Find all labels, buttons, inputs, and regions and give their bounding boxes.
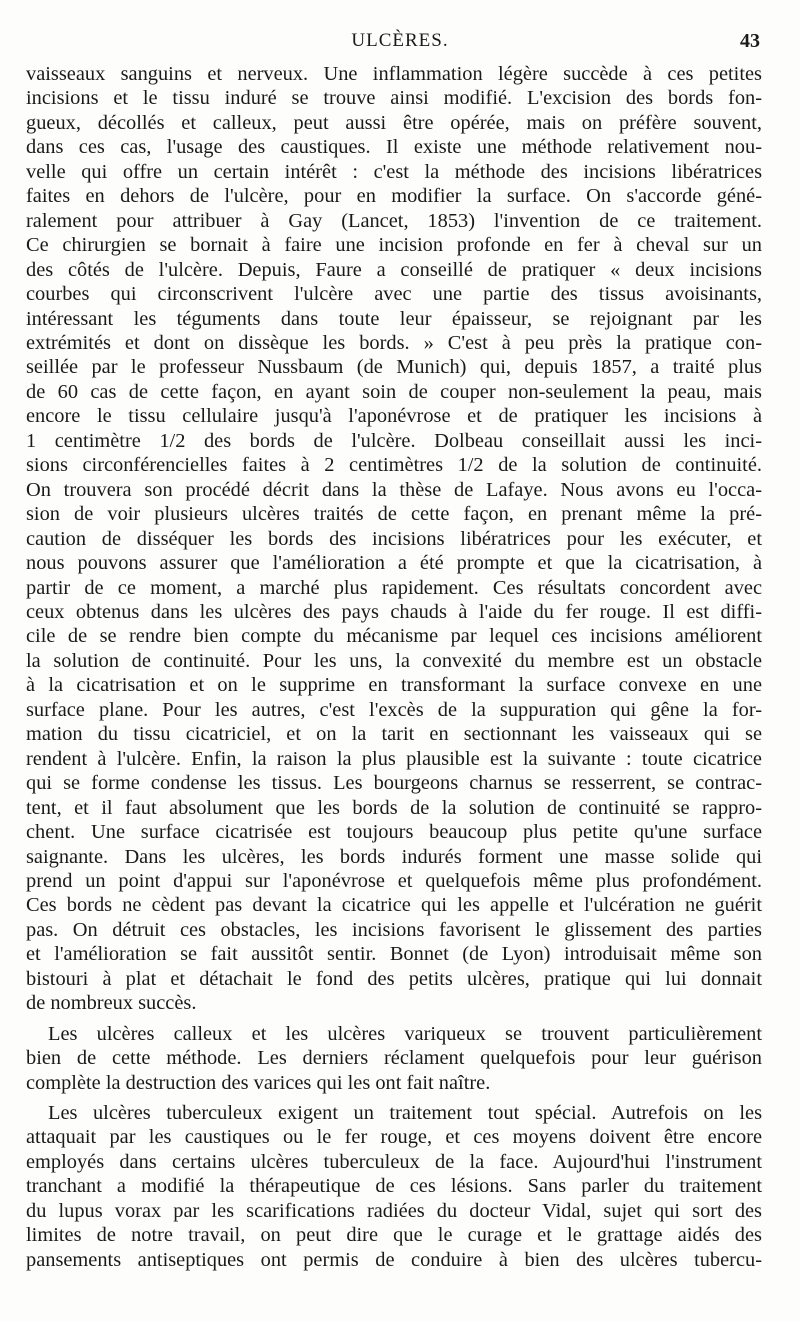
text-line: caution de disséquer les bords des incisions libératrices pour les exécuter, et	[26, 527, 762, 550]
text-line: pansements antiseptiques ont permis de conduire à bien des ulcères tubercu-	[26, 1248, 762, 1271]
text-line: la solution de continuité. Pour les uns, la convexité du membre est un obstacle	[26, 649, 762, 672]
text-line: Ce chirurgien se bornait à faire une incision profonde en fer à cheval sur un	[26, 234, 762, 257]
text-line: vaisseaux sanguins et nerveux. Une inflammation légère succède à ces petites	[26, 63, 762, 85]
text-line: intéressant les téguments dans toute leur épaisseur, se rejoignant par les	[26, 307, 762, 330]
text-line: encore le tissu cellulaire jusqu'à l'aponévrose et de pratiquer les incisions à	[26, 405, 762, 428]
text-line: chent. Une surface cicatrisée est toujours beaucoup plus petite qu'une surface	[26, 821, 762, 844]
text-line: cile de se rendre bien compte du mécanisme par lequel ces incisions améliorent	[26, 625, 762, 648]
text-line: employés dans certains ulcères tuberculeux de la face. Aujourd'hui l'instrument	[26, 1150, 762, 1173]
text-line: pas. On détruit ces obstacles, les incisions favorisent le glissement des parties	[26, 918, 762, 941]
text-line: Les ulcères calleux et les ulcères variqueux se trouvent particulièrement	[48, 1022, 762, 1045]
text-line: complète la destruction des varices qui les ont fait naître.	[26, 1071, 491, 1094]
text-line: On trouvera son procédé décrit dans la thèse de Lafaye. Nous avons eu l'occa-	[26, 478, 762, 501]
running-title: ULCÈRES.	[351, 30, 449, 51]
text-line: sion de voir plusieurs ulcères traités de cette façon, en prenant même la pré-	[26, 503, 762, 526]
text-line: incisions et le tissu induré se trouve ainsi modifié. L'excision des bords fon-	[26, 87, 762, 110]
text-line: partir de ce moment, a marché plus rapidement. Ces résultats concordent avec	[26, 576, 762, 599]
text-line: extrémités et dont on dissèque les bords. » C'est à peu près la pratique con-	[26, 331, 762, 354]
text-line: de nombreux succès.	[26, 992, 197, 1015]
text-line: sions circonférencielles faites à 2 centimètres 1/2 de la solution de continuité.	[26, 454, 762, 477]
text-line: dans ces cas, l'usage des caustiques. Il existe une méthode relativement nou-	[26, 136, 762, 159]
page-number: 43	[740, 30, 760, 52]
text-line: seillée par le professeur Nussbaum (de Munich) qui, depuis 1857, a traité plus	[26, 356, 762, 379]
paragraph-2	[26, 1022, 762, 1095]
text-line: Ces bords ne cèdent pas devant la cicatrice qui les appelle et l'ulcération ne guérit	[26, 894, 762, 917]
text-line: courbes qui circonscrivent l'ulcère avec une partie des tissus avoisinants,	[26, 283, 762, 306]
text-line: limites de notre travail, on peut dire que le curage et le grattage aidés des	[26, 1224, 762, 1247]
text-line: tranchant a modifié la thérapeutique de ces lésions. Sans parler du traitement	[26, 1175, 762, 1198]
text-line: et l'amélioration se fait aussitôt sentir. Bonnet (de Lyon) introduisait même son	[26, 943, 762, 966]
text-line: mation du tissu cicatriciel, et on la tarit en sectionnant les vaisseaux qui se	[26, 723, 762, 746]
text-line: nous pouvons assurer que l'amélioration a été prompte et que la cicatrisation, à	[26, 552, 762, 575]
text-line: velle qui offre un certain intérêt : c'est la méthode des incisions libératrices	[26, 160, 762, 183]
text-line: ceux obtenus dans les ulcères des pays chauds à l'aide du fer rouge. Il est diffi-	[26, 600, 762, 623]
text-line: Les ulcères tuberculeux exigent un traitement tout spécial. Autrefois on les	[48, 1102, 762, 1125]
text-line: qui se forme condense les tissus. Les bourgeons charnus se resserrent, se contrac-	[26, 772, 762, 795]
text-line: bistouri à plat et détachait le fond des petits ulcères, pratique qui lui donnait	[26, 967, 762, 990]
text-line: attaquait par les caustiques ou le fer rouge, et ces moyens doivent être encore	[26, 1126, 762, 1149]
text-line: prend un point d'appui sur l'aponévrose et quelquefois même plus profondément.	[26, 869, 762, 892]
text-line: bien de cette méthode. Les derniers réclament quelquefois pour leur guérison	[26, 1047, 762, 1070]
body-text	[26, 62, 762, 1272]
text-line: rendent à l'ulcère. Enfin, la raison la plus plausible est la suivante : toute cicatrice	[26, 747, 762, 770]
text-line: à la cicatrisation et on le supprime en transformant la surface convexe en une	[26, 674, 762, 697]
text-line: ralement pour attribuer à Gay (Lancet, 1853) l'invention de ce traitement.	[26, 209, 762, 232]
paragraph-1	[26, 62, 762, 1016]
text-line: surface plane. Pour les autres, c'est l'excès de la suppuration qui gêne la for-	[26, 698, 762, 721]
text-line: du lupus vorax par les scarifications radiées du docteur Vidal, sujet qui sort des	[26, 1199, 762, 1222]
text-line: de 60 cas de cette façon, en ayant soin de couper non-seulement la peau, mais	[26, 380, 762, 403]
text-line: 1 centimètre 1/2 des bords de l'ulcère. Dolbeau conseillait aussi les inci-	[26, 429, 762, 452]
text-line: tent, et il faut absolument que les bords de la solution de continuité se rappro-	[26, 796, 762, 819]
page-header	[22, 30, 778, 58]
text-line: faites en dehors de l'ulcère, pour en modifier la surface. On s'accorde géné-	[26, 185, 762, 208]
paragraph-3	[26, 1101, 762, 1272]
text-line: gueux, décollés et calleux, peut aussi être opérée, mais on préfère souvent,	[26, 111, 762, 134]
text-line: des côtés de l'ulcère. Depuis, Faure a conseillé de pratiquer « deux incisions	[26, 258, 762, 281]
text-line: saignante. Dans les ulcères, les bords indurés forment une masse solide qui	[26, 845, 762, 868]
